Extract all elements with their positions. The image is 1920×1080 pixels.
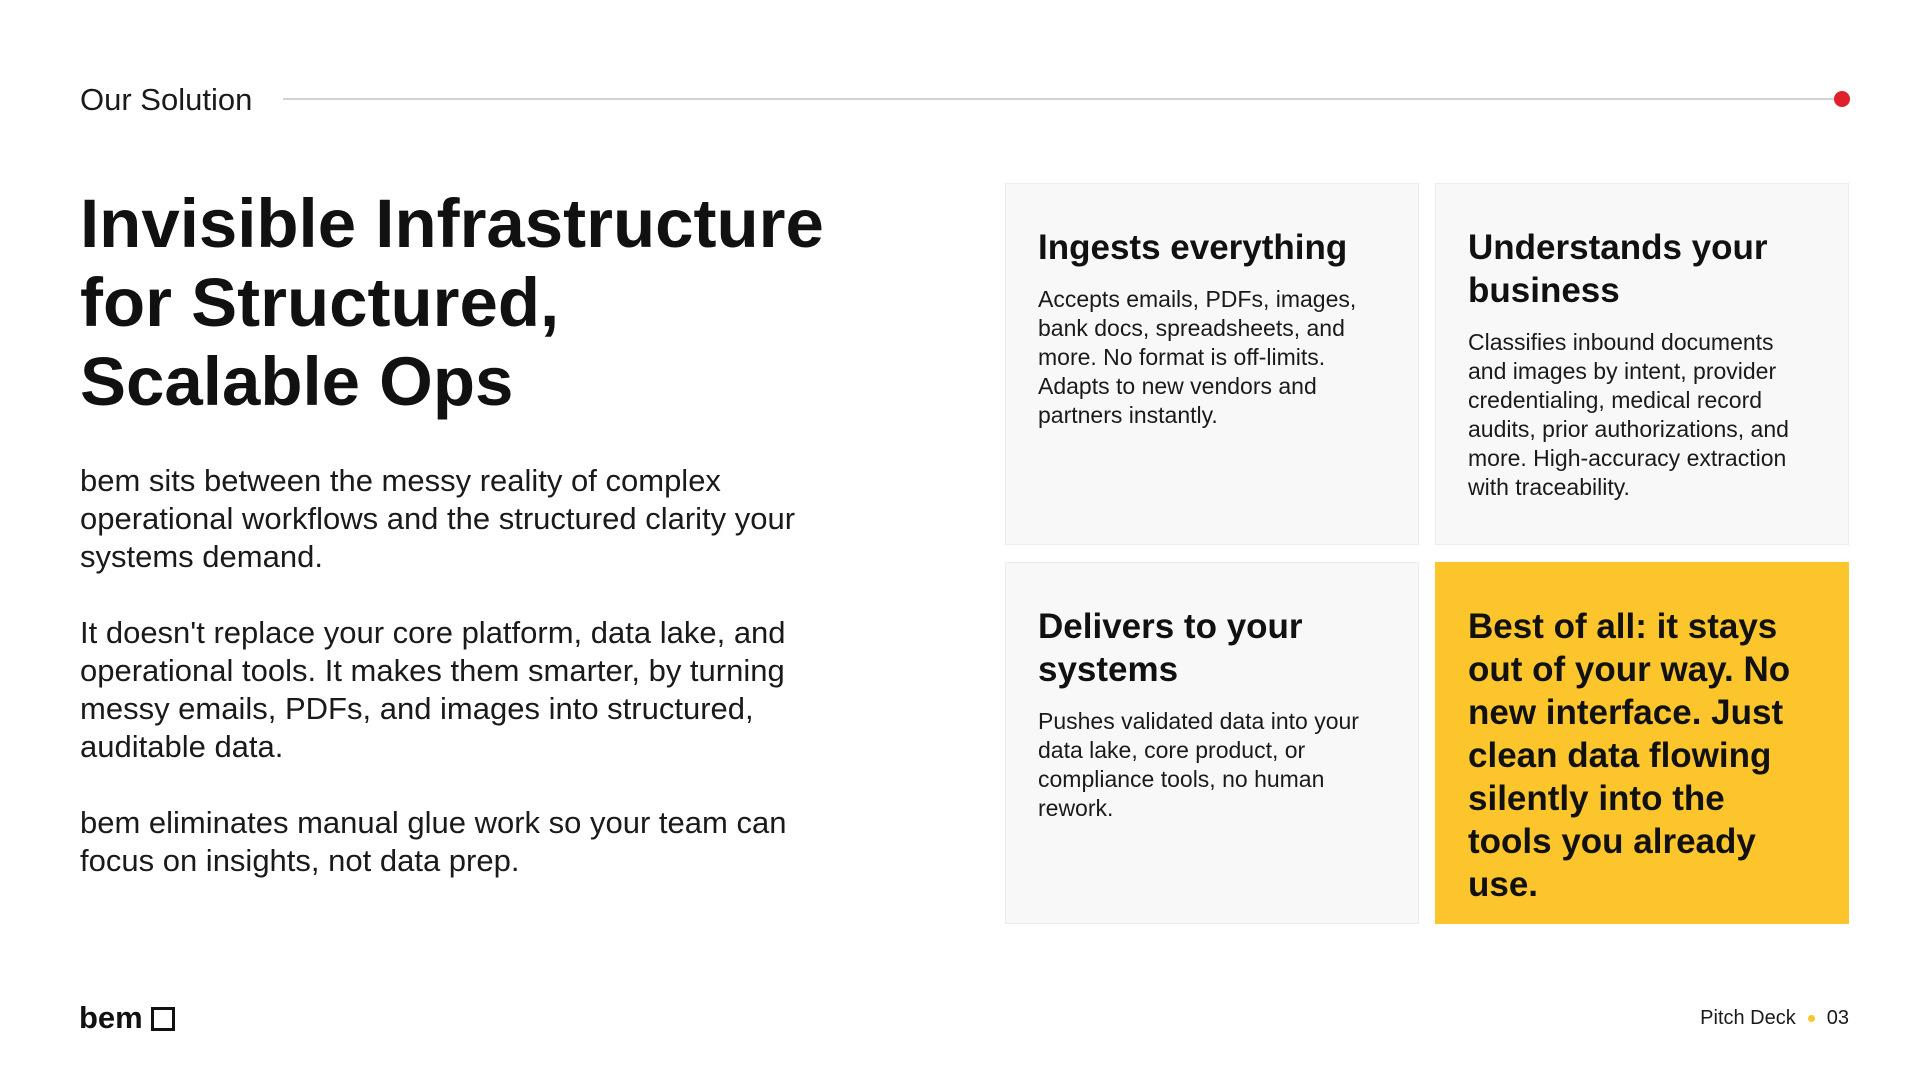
deck-label: Pitch Deck xyxy=(1700,1007,1796,1029)
footer-page-info xyxy=(1700,1004,1849,1032)
bem-logo xyxy=(79,1000,175,1036)
feature-card-title: Ingests everything xyxy=(1038,228,1348,267)
feature-card-title: Delivers to your systems xyxy=(1038,607,1303,689)
feature-card-text: Accepts emails, PDFs, images, bank docs, spreadsheets, and more. No format is off-limits. Adapts to new vendors and partners instantly. xyxy=(1038,286,1357,428)
feature-card-understands xyxy=(1435,183,1849,545)
feature-card-title: Understands your business xyxy=(1468,228,1768,310)
logo-wordmark: bem xyxy=(79,1000,143,1035)
page-number: 03 xyxy=(1826,1007,1849,1029)
square-logo-icon xyxy=(151,1007,175,1031)
body-copy xyxy=(80,462,840,918)
body-paragraph-2: It doesn't replace your core platform, data lake, and operational tools. It makes them smarter, by turning messy emails, PDFs, and images into structured, auditable data. xyxy=(80,615,786,764)
body-paragraph-1: bem sits between the messy reality of complex operational workflows and the structured clarity your systems demand. xyxy=(80,463,796,574)
highlight-card-text: Best of all: it stays out of your way. No new interface. Just clean data flowing silently into the tools you already use. xyxy=(1468,607,1791,904)
feature-card-delivers xyxy=(1005,562,1419,924)
footer-dot-icon xyxy=(1808,1015,1815,1022)
feature-card-text: Classifies inbound documents and images by intent, provider credentialing, medical record audits, prior authorizations, and more. High-accuracy extraction with traceability. xyxy=(1468,329,1789,500)
header-accent-dot xyxy=(1834,91,1850,107)
page-title: Invisible Infrastructure for Structured, Scalable Ops xyxy=(80,185,824,420)
highlight-card xyxy=(1435,562,1849,924)
feature-card-ingests xyxy=(1005,183,1419,545)
feature-card-text: Pushes validated data into your data lake, core product, or compliance tools, no human rework. xyxy=(1038,708,1359,821)
body-paragraph-3: bem eliminates manual glue work so your team can focus on insights, not data prep. xyxy=(80,805,787,878)
header-divider xyxy=(283,98,1841,100)
section-label: Our Solution xyxy=(80,82,253,117)
